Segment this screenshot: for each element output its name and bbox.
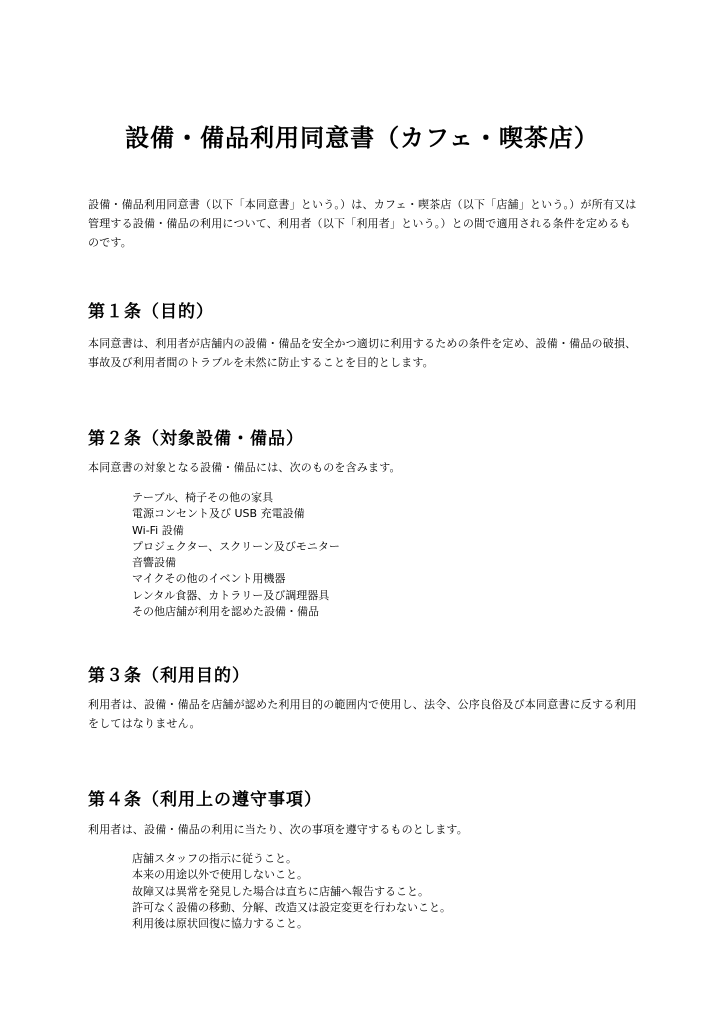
article-2-heading: 第２条（対象設備・備品） bbox=[88, 429, 304, 449]
article-1-body: 本同意書は、利用者が店舗内の設備・備品を安全かつ適切に利用するための条件を定め、設備・備品の破損、事故及び利用者間のトラブルを未然に防止することを目的とします。 bbox=[88, 337, 637, 369]
list-item: プロジェクター、スクリーン及びモニター bbox=[132, 539, 340, 553]
article-4-body: 利用者は、設備・備品の利用に当たり、次の事項を遵守するものとします。 bbox=[88, 823, 468, 836]
list-item: 許可なく設備の移動、分解、改造又は設定変更を行わないこと。 bbox=[132, 900, 451, 914]
article-1-heading: 第１条（目的） bbox=[88, 302, 214, 322]
list-item: 電源コンセント及び USB 充電設備 bbox=[132, 507, 305, 521]
list-item: テーブル、椅子その他の家具 bbox=[132, 491, 274, 504]
list-item: 利用後は原状回復に協力すること。 bbox=[132, 917, 308, 931]
list-item: 音響設備 bbox=[132, 556, 176, 570]
article-4-heading: 第４条（利用上の遵守事項） bbox=[88, 790, 322, 810]
list-item: 本来の用途以外で使用しないこと。 bbox=[132, 868, 308, 882]
intro-paragraph: 設備・備品利用同意書（以下「本同意書」という。）は、カフェ・喫茶店（以下「店舗」という。）が所有又は管理する設備・備品の利用について、利用者（以下「利用者」という。）との間で適用される条件を定めるものです。 bbox=[88, 198, 637, 249]
article-2-item-list bbox=[132, 490, 340, 620]
list-item: 店舗スタッフの指示に従うこと。 bbox=[132, 852, 297, 865]
list-item: レンタル食器、カトラリー及び調理器具 bbox=[132, 588, 330, 602]
article-2-body: 本同意書の対象となる設備・備品には、次のものを含みます。 bbox=[88, 461, 401, 474]
article-3-body: 利用者は、設備・備品を店舗が認めた利用目的の範囲内で使用し、法令、公序良俗及び本同意書に反する利用をしてはなりません。 bbox=[88, 698, 637, 730]
list-item: 故障又は異常を発見した場合は直ちに店舗へ報告すること。 bbox=[132, 884, 429, 898]
article-4-item-list bbox=[132, 851, 451, 932]
document-title: 設備・備品利用同意書（カフェ・喫茶店） bbox=[125, 124, 599, 152]
list-item: マイクその他のイベント用機器 bbox=[132, 572, 286, 586]
list-item: Wi-Fi 設備 bbox=[132, 523, 184, 537]
list-item: その他店舗が利用を認めた設備・備品 bbox=[132, 605, 319, 619]
article-3-heading: 第３条（利用目的） bbox=[88, 666, 250, 686]
